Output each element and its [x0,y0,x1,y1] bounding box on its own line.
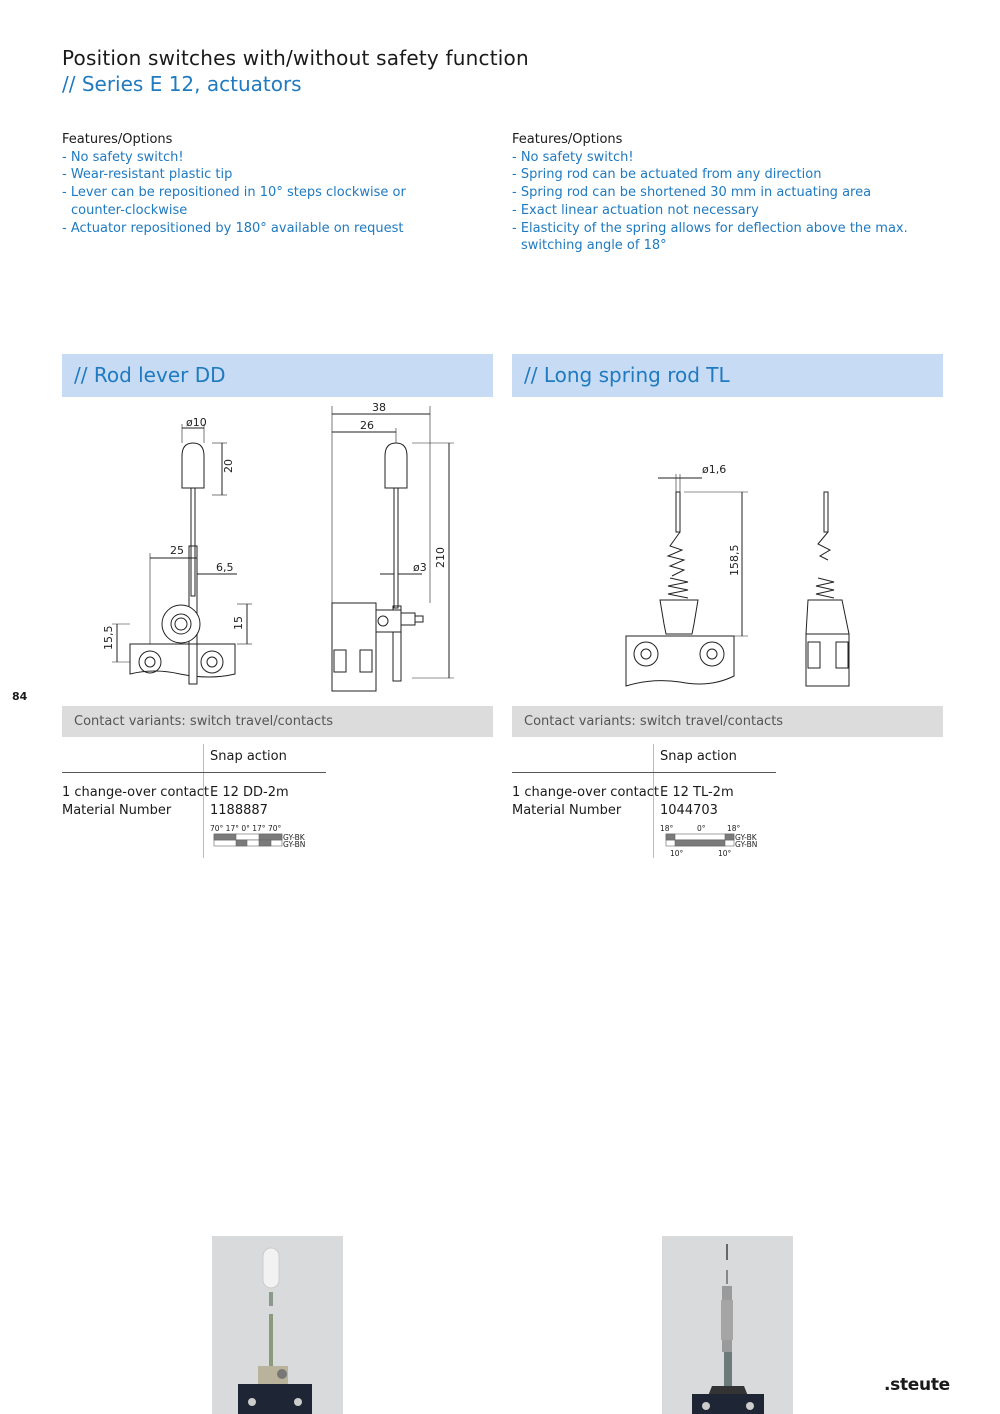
section-title-spring-rod: // Long spring rod TL [512,354,943,397]
feature-item: switching angle of 18° [521,238,667,254]
features-heading: Features/Options [62,132,173,147]
contact-table-right [512,744,776,858]
legend-label: GY-BK [283,833,305,842]
dim-label: 15,5 [102,625,115,650]
section-title-rod-lever: // Rod lever DD [62,354,493,397]
product-photo-rod-lever [212,1236,343,1414]
dim-label: 26 [360,419,374,432]
legend-label: GY-BK [735,833,757,842]
row-label: Material Number [62,803,172,818]
feature-item: - Wear-resistant plastic tip [62,167,233,183]
contact-table-left [62,744,326,858]
product-photo-spring-rod [662,1236,793,1414]
rod-lever-photo-image [212,1236,343,1414]
legend-label: GY-BN [283,840,306,849]
material-number: 1188887 [210,803,268,818]
dim-label: 15 [232,616,245,630]
dim-label: 210 [434,547,447,568]
feature-item: - Lever can be repositioned in 10° steps clockwise or [62,185,406,201]
feature-item: - Spring rod can be shortened 30 mm in actuating area [512,185,872,201]
diagram-angle: 10° [718,849,732,858]
spring-rod-drawing [512,398,952,698]
feature-item: - Elasticity of the spring allows for deflection above the max. [512,220,908,236]
type-code: E 12 TL-2m [660,785,734,800]
features-heading: Features/Options [512,132,623,147]
dim-label: 25 [170,544,184,557]
spring-rod-photo-image [662,1236,793,1414]
diagram-angle: 0° [697,824,706,833]
page-title: Position switches with/without safety function [62,46,529,70]
diagram-angle: 18° [727,824,741,833]
dim-label: ø10 [186,416,207,429]
diagram-angles: 70° 17° 0° 17° 70° [210,824,282,833]
legend-label: GY-BN [735,840,758,849]
row-label: Material Number [512,803,622,818]
dim-label: 38 [372,401,386,414]
feature-item: - Actuator repositioned by 180° available on request [62,220,404,236]
type-code: E 12 DD-2m [210,785,289,800]
row-label: 1 change-over contact [512,785,659,800]
column-header: Snap action [210,749,287,764]
page-subtitle: // Series E 12, actuators [62,72,302,96]
feature-item: - Exact linear actuation not necessary [512,202,759,218]
dim-label: 20 [222,459,235,473]
features-left [62,131,482,237]
column-header: Snap action [660,749,737,764]
feature-item: - No safety switch! [62,149,184,165]
diagram-angle: 10° [670,849,684,858]
feature-item: counter-clockwise [71,202,188,218]
dim-label: ø1,6 [702,463,727,476]
contact-variants-heading: Contact variants: switch travel/contacts [62,706,493,737]
diagram-angle: 18° [660,824,674,833]
dim-label: 6,5 [216,561,234,574]
row-label: 1 change-over contact [62,785,209,800]
steute-logo: .steute [884,1375,950,1395]
dim-label: ø3 [413,561,427,574]
switching-diagram [210,823,320,853]
feature-item: - Spring rod can be actuated from any direction [512,167,822,183]
feature-item: - No safety switch! [512,149,634,165]
features-right [512,131,952,255]
material-number: 1044703 [660,803,718,818]
switching-diagram [660,823,770,859]
contact-variants-heading: Contact variants: switch travel/contacts [512,706,943,737]
page-number: 84 [12,690,28,703]
rod-lever-drawing [62,398,502,698]
dim-label: 158,5 [728,544,741,576]
